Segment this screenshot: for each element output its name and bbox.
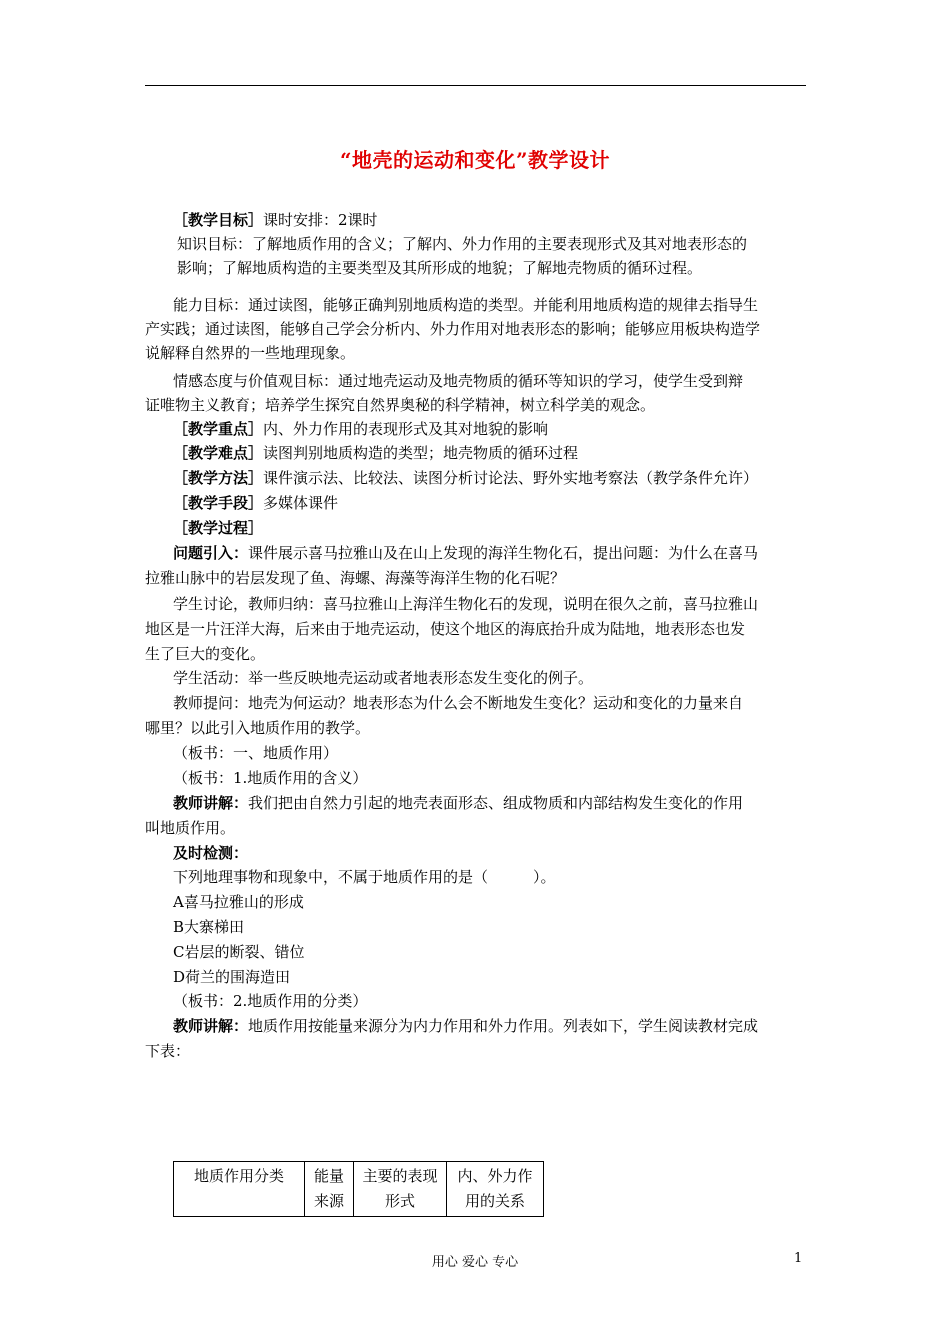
page-number: 1 — [794, 1251, 803, 1266]
means-line: ［教学手段］多媒体课件 — [173, 494, 339, 512]
objectives-line: ［教学目标］课时安排：2课时 — [173, 211, 378, 229]
teacher-question-line-2: 哪里？以此引入地质作用的教学。 — [145, 719, 371, 737]
ability-goal-line-2: 产实践；通过读图，能够自己学会分析内、外力作用对地表形态的影响；能够应用板块构造学 — [145, 320, 761, 338]
quiz-question: 下列地理事物和现象中，不属于地质作用的是（ ）。 — [173, 868, 556, 886]
board-note-2: （板书：1.地质作用的含义） — [173, 769, 368, 787]
teacher-question-line-1: 教师提问：地壳为何运动？地表形态为什么会不断地发生变化？运动和变化的力量来自 — [173, 694, 744, 712]
intro-line-1: 问题引入：课件展示喜马拉雅山及在山上发现的海洋生物化石，提出问题：为什么在喜马 — [173, 544, 759, 562]
page-footer: 用心 爱心 专心 — [431, 1255, 519, 1270]
attitude-goal-line-1: 情感态度与价值观目标：通过地壳运动及地壳物质的循环等知识的学习，使学生受到辩 — [173, 372, 744, 390]
quiz-option-c: C岩层的断裂、错位 — [173, 943, 305, 961]
knowledge-goal-line-2: 影响；了解地质构造的主要类型及其所形成的地貌；了解地壳物质的循环过程。 — [177, 259, 703, 277]
table-header-row — [174, 1162, 544, 1217]
teacher-explain-line-1: 教师讲解：我们把由自然力引起的地壳表面形态、组成物质和内部结构发生变化的作用 — [173, 794, 744, 812]
board-note-1: （板书：一、地质作用） — [173, 744, 339, 762]
teacher-explain-line-2: 叫地质作用。 — [145, 819, 236, 837]
discussion-line-3: 生了巨大的变化。 — [145, 645, 266, 663]
knowledge-goal-line-1: 知识目标：了解地质作用的含义；了解内、外力作用的主要表现形式及其对地表形态的 — [177, 235, 748, 253]
ability-goal-line-3: 说解释自然界的一些地理现象。 — [145, 344, 356, 362]
methods-line: ［教学方法］课件演示法、比较法、读图分析讨论法、野外实地考察法（教学条件允许） — [173, 469, 759, 487]
table-header-cell: 主要的表现形式 — [354, 1162, 447, 1217]
discussion-line-2: 地区是一片汪洋大海，后来由于地壳运动，使这个地区的海底抬升成为陆地，地表形态也发 — [145, 620, 746, 638]
intro-line-2: 拉雅山脉中的岩层发现了鱼、海螺、海藻等海洋生物的化石呢？ — [145, 569, 566, 587]
process-heading: ［教学过程］ — [173, 519, 264, 537]
attitude-goal-line-2: 证唯物主义教育；培养学生探究自然界奥秘的科学精神，树立科学美的观念。 — [145, 396, 656, 414]
key-points-line: ［教学重点］内、外力作用的表现形式及其对地貌的影响 — [173, 420, 549, 438]
geologic-action-table — [173, 1161, 544, 1217]
table-header-cell: 能量来源 — [305, 1162, 354, 1217]
discussion-line-1: 学生讨论，教师归纳：喜马拉雅山上海洋生物化石的发现，说明在很久之前，喜马拉雅山 — [173, 595, 759, 613]
quiz-option-d: D荷兰的围海造田 — [173, 968, 291, 986]
header-rule — [145, 85, 806, 86]
table-header-cell: 内、外力作用的关系 — [447, 1162, 544, 1217]
difficulties-line: ［教学难点］读图判别地质构造的类型；地壳物质的循环过程 — [173, 444, 579, 462]
quiz-heading: 及时检测： — [173, 844, 249, 862]
document-title: “地壳的运动和变化”教学设计 — [339, 148, 610, 172]
quiz-option-b: B大寨梯田 — [173, 918, 245, 936]
board-note-3: （板书：2.地质作用的分类） — [173, 992, 368, 1010]
table-header-cell: 地质作用分类 — [174, 1162, 305, 1217]
teacher-explain2-line-2: 下表： — [145, 1042, 191, 1060]
quiz-option-a: A喜马拉雅山的形成 — [173, 893, 304, 911]
teacher-explain2-line-1: 教师讲解：地质作用按能量来源分为内力作用和外力作用。列表如下，学生阅读教材完成 — [173, 1017, 759, 1035]
ability-goal-line-1: 能力目标：通过读图，能够正确判别地质构造的类型。并能利用地质构造的规律去指导生 — [173, 296, 759, 314]
student-activity-line: 学生活动：举一些反映地壳运动或者地表形态发生变化的例子。 — [173, 669, 594, 687]
